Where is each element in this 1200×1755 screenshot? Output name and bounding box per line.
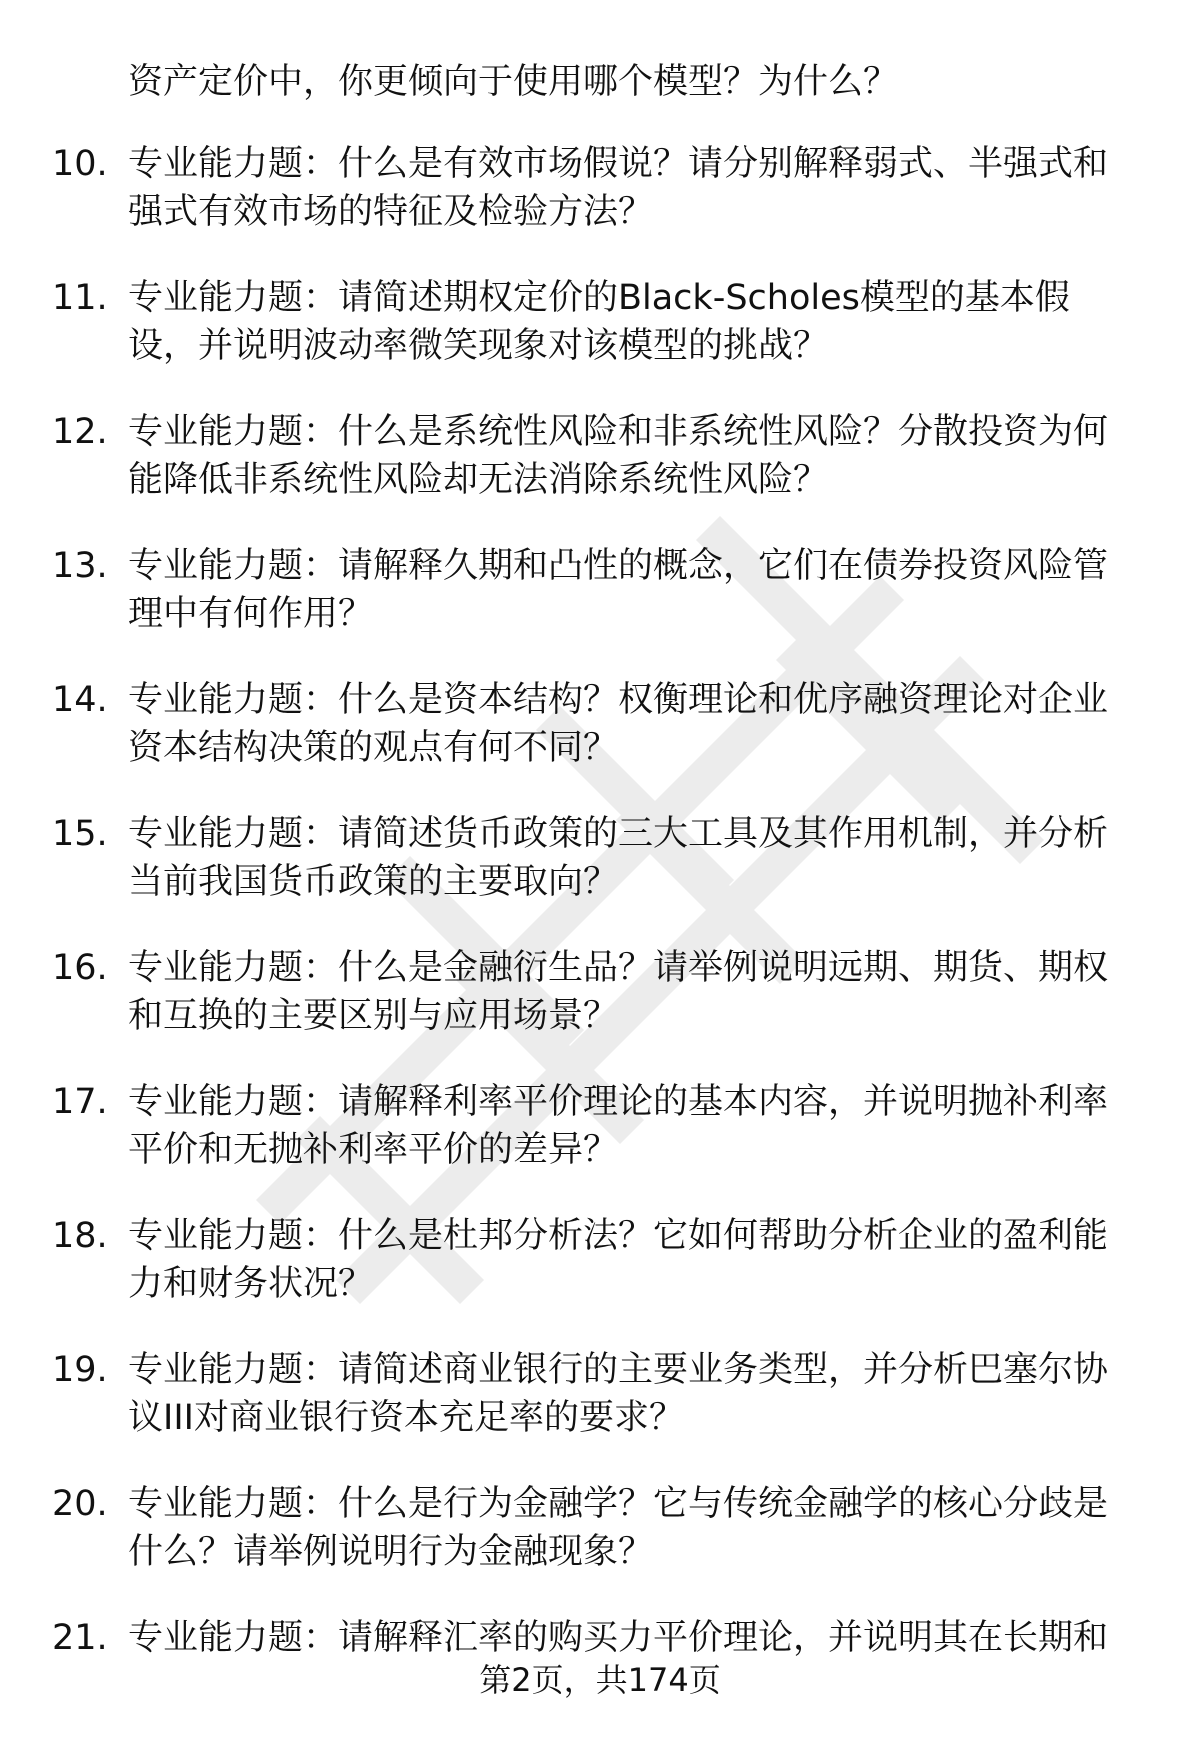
question-number: 13. bbox=[52, 546, 108, 586]
question-list bbox=[0, 140, 1200, 1748]
question-text: 专业能力题：请解释汇率的购买力平价理论，并说明其在长期和 bbox=[128, 1618, 1109, 1658]
question-number: 15. bbox=[52, 814, 108, 854]
question-number: 18. bbox=[52, 1216, 108, 1256]
question-text: 专业能力题：什么是有效市场假说？请分别解释弱式、半强式和强式有效市场的特征及检验方法？ bbox=[128, 144, 1109, 232]
question-item bbox=[0, 408, 1200, 542]
question-item bbox=[0, 140, 1200, 274]
question-item bbox=[0, 944, 1200, 1078]
question-number: 11. bbox=[52, 278, 108, 318]
question-item bbox=[0, 542, 1200, 676]
question-number: 17. bbox=[52, 1082, 108, 1122]
question-text: 专业能力题：请解释久期和凸性的概念，它们在债券投资风险管理中有何作用？ bbox=[128, 546, 1109, 634]
question-item bbox=[0, 1480, 1200, 1614]
question-item bbox=[0, 1078, 1200, 1212]
question-number: 12. bbox=[52, 412, 108, 452]
question-number: 19. bbox=[52, 1350, 108, 1390]
question-item bbox=[0, 676, 1200, 810]
question-text: 专业能力题：什么是系统性风险和非系统性风险？分散投资为何能降低非系统性风险却无法消除系统性风险？ bbox=[128, 412, 1109, 500]
question-item bbox=[0, 810, 1200, 944]
question-text: 专业能力题：请简述商业银行的主要业务类型，并分析巴塞尔协议III对商业银行资本充足率的要求？ bbox=[128, 1350, 1109, 1438]
question-text: 专业能力题：什么是资本结构？权衡理论和优序融资理论对企业资本结构决策的观点有何不同？ bbox=[128, 680, 1109, 768]
question-number: 14. bbox=[52, 680, 108, 720]
question-number: 20. bbox=[52, 1484, 108, 1524]
continuation-text: 资产定价中，你更倾向于使用哪个模型？为什么？ bbox=[128, 62, 899, 102]
question-item bbox=[0, 1212, 1200, 1346]
question-number: 21. bbox=[52, 1618, 108, 1658]
question-text: 专业能力题：什么是行为金融学？它与传统金融学的核心分歧是什么？请举例说明行为金融现象？ bbox=[128, 1484, 1109, 1572]
question-text: 专业能力题：请简述货币政策的三大工具及其作用机制，并分析当前我国货币政策的主要取向？ bbox=[128, 814, 1109, 902]
question-text: 专业能力题：请简述期权定价的Black-Scholes模型的基本假设，并说明波动率微笑现象对该模型的挑战？ bbox=[128, 278, 1070, 366]
question-number: 16. bbox=[52, 948, 108, 988]
question-item bbox=[0, 1346, 1200, 1480]
question-number: 10. bbox=[52, 144, 108, 184]
page-indicator: 第2页，共174页 bbox=[479, 1661, 721, 1699]
question-text: 专业能力题：什么是金融衍生品？请举例说明远期、期货、期权和互换的主要区别与应用场景？ bbox=[128, 948, 1109, 1036]
question-item bbox=[0, 274, 1200, 408]
question-text: 专业能力题：什么是杜邦分析法？它如何帮助分析企业的盈利能力和财务状况？ bbox=[128, 1216, 1109, 1304]
question-text: 专业能力题：请解释利率平价理论的基本内容，并说明抛补利率平价和无抛补利率平价的差异？ bbox=[128, 1082, 1109, 1170]
